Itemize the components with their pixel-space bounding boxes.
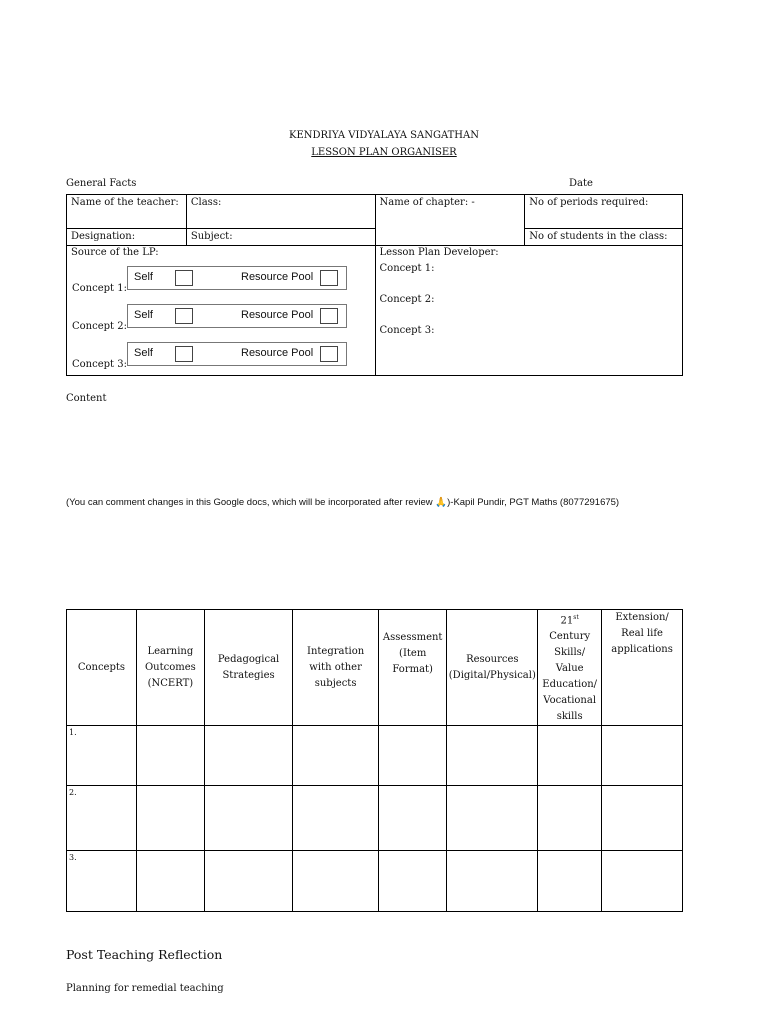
students-cell[interactable]	[525, 229, 683, 246]
table-cell[interactable]	[602, 786, 683, 851]
table-cell[interactable]	[602, 726, 683, 786]
self-option-label: Self	[134, 309, 153, 321]
header-century-skills	[538, 610, 602, 726]
source-concept-2-selector	[127, 304, 347, 328]
subject-cell[interactable]	[186, 229, 375, 246]
table-cell[interactable]	[447, 726, 538, 786]
header-concepts: Concepts	[67, 610, 137, 726]
lesson-plan-table	[66, 609, 683, 912]
developer-concept-3-label: Concept 3:	[379, 325, 435, 336]
resource-pool-option-label: Resource Pool	[241, 271, 314, 283]
table-cell[interactable]	[447, 851, 538, 912]
header-integration: Integration with other subjects	[293, 610, 379, 726]
self-checkbox[interactable]	[175, 346, 193, 362]
subject-label: Subject:	[190, 231, 233, 242]
date-label: Date	[569, 178, 593, 189]
table-cell[interactable]	[538, 726, 602, 786]
periods-label: No of periods required:	[529, 197, 649, 208]
header-learning-outcomes: Learning Outcomes (NCERT)	[136, 610, 204, 726]
class-cell[interactable]	[186, 195, 375, 229]
table-cell[interactable]	[204, 786, 292, 851]
developer-concept-2-label: Concept 2:	[379, 294, 435, 305]
table-cell[interactable]	[204, 726, 292, 786]
table-cell[interactable]	[538, 786, 602, 851]
source-concept-3-selector	[127, 342, 347, 366]
resource-pool-option-label: Resource Pool	[241, 347, 314, 359]
table-cell[interactable]	[293, 851, 379, 912]
source-label: Source of the LP:	[71, 247, 159, 258]
table-row	[67, 851, 683, 912]
source-concept-3-label: Concept 3:	[72, 359, 127, 370]
remedial-label: Planning for remedial teaching	[66, 983, 224, 994]
teacher-name-cell[interactable]	[67, 195, 187, 229]
self-checkbox[interactable]	[175, 308, 193, 324]
table-cell[interactable]	[378, 786, 447, 851]
table-row	[67, 786, 683, 851]
designation-cell[interactable]	[67, 229, 187, 246]
self-option-label: Self	[134, 271, 153, 283]
source-concept-2-label: Concept 2:	[72, 321, 127, 332]
header-extension: Extension/ Real life applications	[602, 610, 683, 726]
resource-pool-checkbox[interactable]	[320, 346, 338, 362]
row-number: 1.	[69, 728, 77, 738]
table-cell[interactable]	[378, 851, 447, 912]
table-cell[interactable]	[602, 851, 683, 912]
table-cell[interactable]	[204, 851, 292, 912]
header-resources: Resources (Digital/Physical)	[447, 610, 538, 726]
developer-cell	[375, 246, 682, 376]
document-title: LESSON PLAN ORGANISER	[311, 147, 457, 158]
teacher-name-label: Name of the teacher:	[71, 197, 179, 208]
century-skills-text: Century Skills/ Value Education/ Vocational skills	[542, 631, 598, 723]
organization-title: KENDRIYA VIDYALAYA SANGATHAN	[288, 130, 479, 141]
chapter-name-label: Name of chapter: -	[379, 197, 475, 208]
table-cell[interactable]	[293, 786, 379, 851]
source-concept-1-label: Concept 1:	[72, 283, 127, 294]
self-checkbox[interactable]	[175, 270, 193, 286]
table-cell[interactable]	[378, 726, 447, 786]
table-cell[interactable]	[136, 726, 204, 786]
developer-label: Lesson Plan Developer:	[379, 247, 499, 258]
table-cell[interactable]	[447, 786, 538, 851]
self-option-label: Self	[134, 347, 153, 359]
periods-cell[interactable]	[525, 195, 683, 229]
table-cell[interactable]	[136, 851, 204, 912]
row-number: 2.	[69, 788, 77, 798]
content-label: Content	[66, 393, 107, 404]
comment-note: (You can comment changes in this Google docs, which will be incorporated after review 🙏)-Kapil Pundir, PGT Maths (8077291675)	[66, 497, 620, 508]
header-assessment: Assessment (Item Format)	[378, 610, 447, 726]
century-number: 21	[560, 615, 574, 627]
students-label: No of students in the class:	[529, 231, 668, 242]
table-cell[interactable]	[538, 851, 602, 912]
developer-concept-1-label: Concept 1:	[379, 263, 435, 274]
row-number-cell[interactable]	[67, 726, 137, 786]
source-cell	[67, 246, 376, 376]
general-facts-label: General Facts	[66, 178, 137, 189]
table-cell[interactable]	[293, 726, 379, 786]
resource-pool-checkbox[interactable]	[320, 308, 338, 324]
class-label: Class:	[190, 197, 222, 208]
row-number-cell[interactable]	[67, 786, 137, 851]
century-superscript: st	[573, 614, 579, 621]
table-cell[interactable]	[136, 786, 204, 851]
row-number-cell[interactable]	[67, 851, 137, 912]
reflection-heading: Post Teaching Reflection	[66, 947, 223, 962]
resource-pool-checkbox[interactable]	[320, 270, 338, 286]
row-number: 3.	[69, 853, 77, 863]
designation-label: Designation:	[71, 231, 136, 242]
resource-pool-option-label: Resource Pool	[241, 309, 314, 321]
header-pedagogical-strategies: Pedagogical Strategies	[204, 610, 292, 726]
table-row	[67, 726, 683, 786]
general-facts-table	[66, 194, 683, 376]
chapter-name-cell[interactable]	[375, 195, 525, 246]
source-concept-1-selector	[127, 266, 347, 290]
